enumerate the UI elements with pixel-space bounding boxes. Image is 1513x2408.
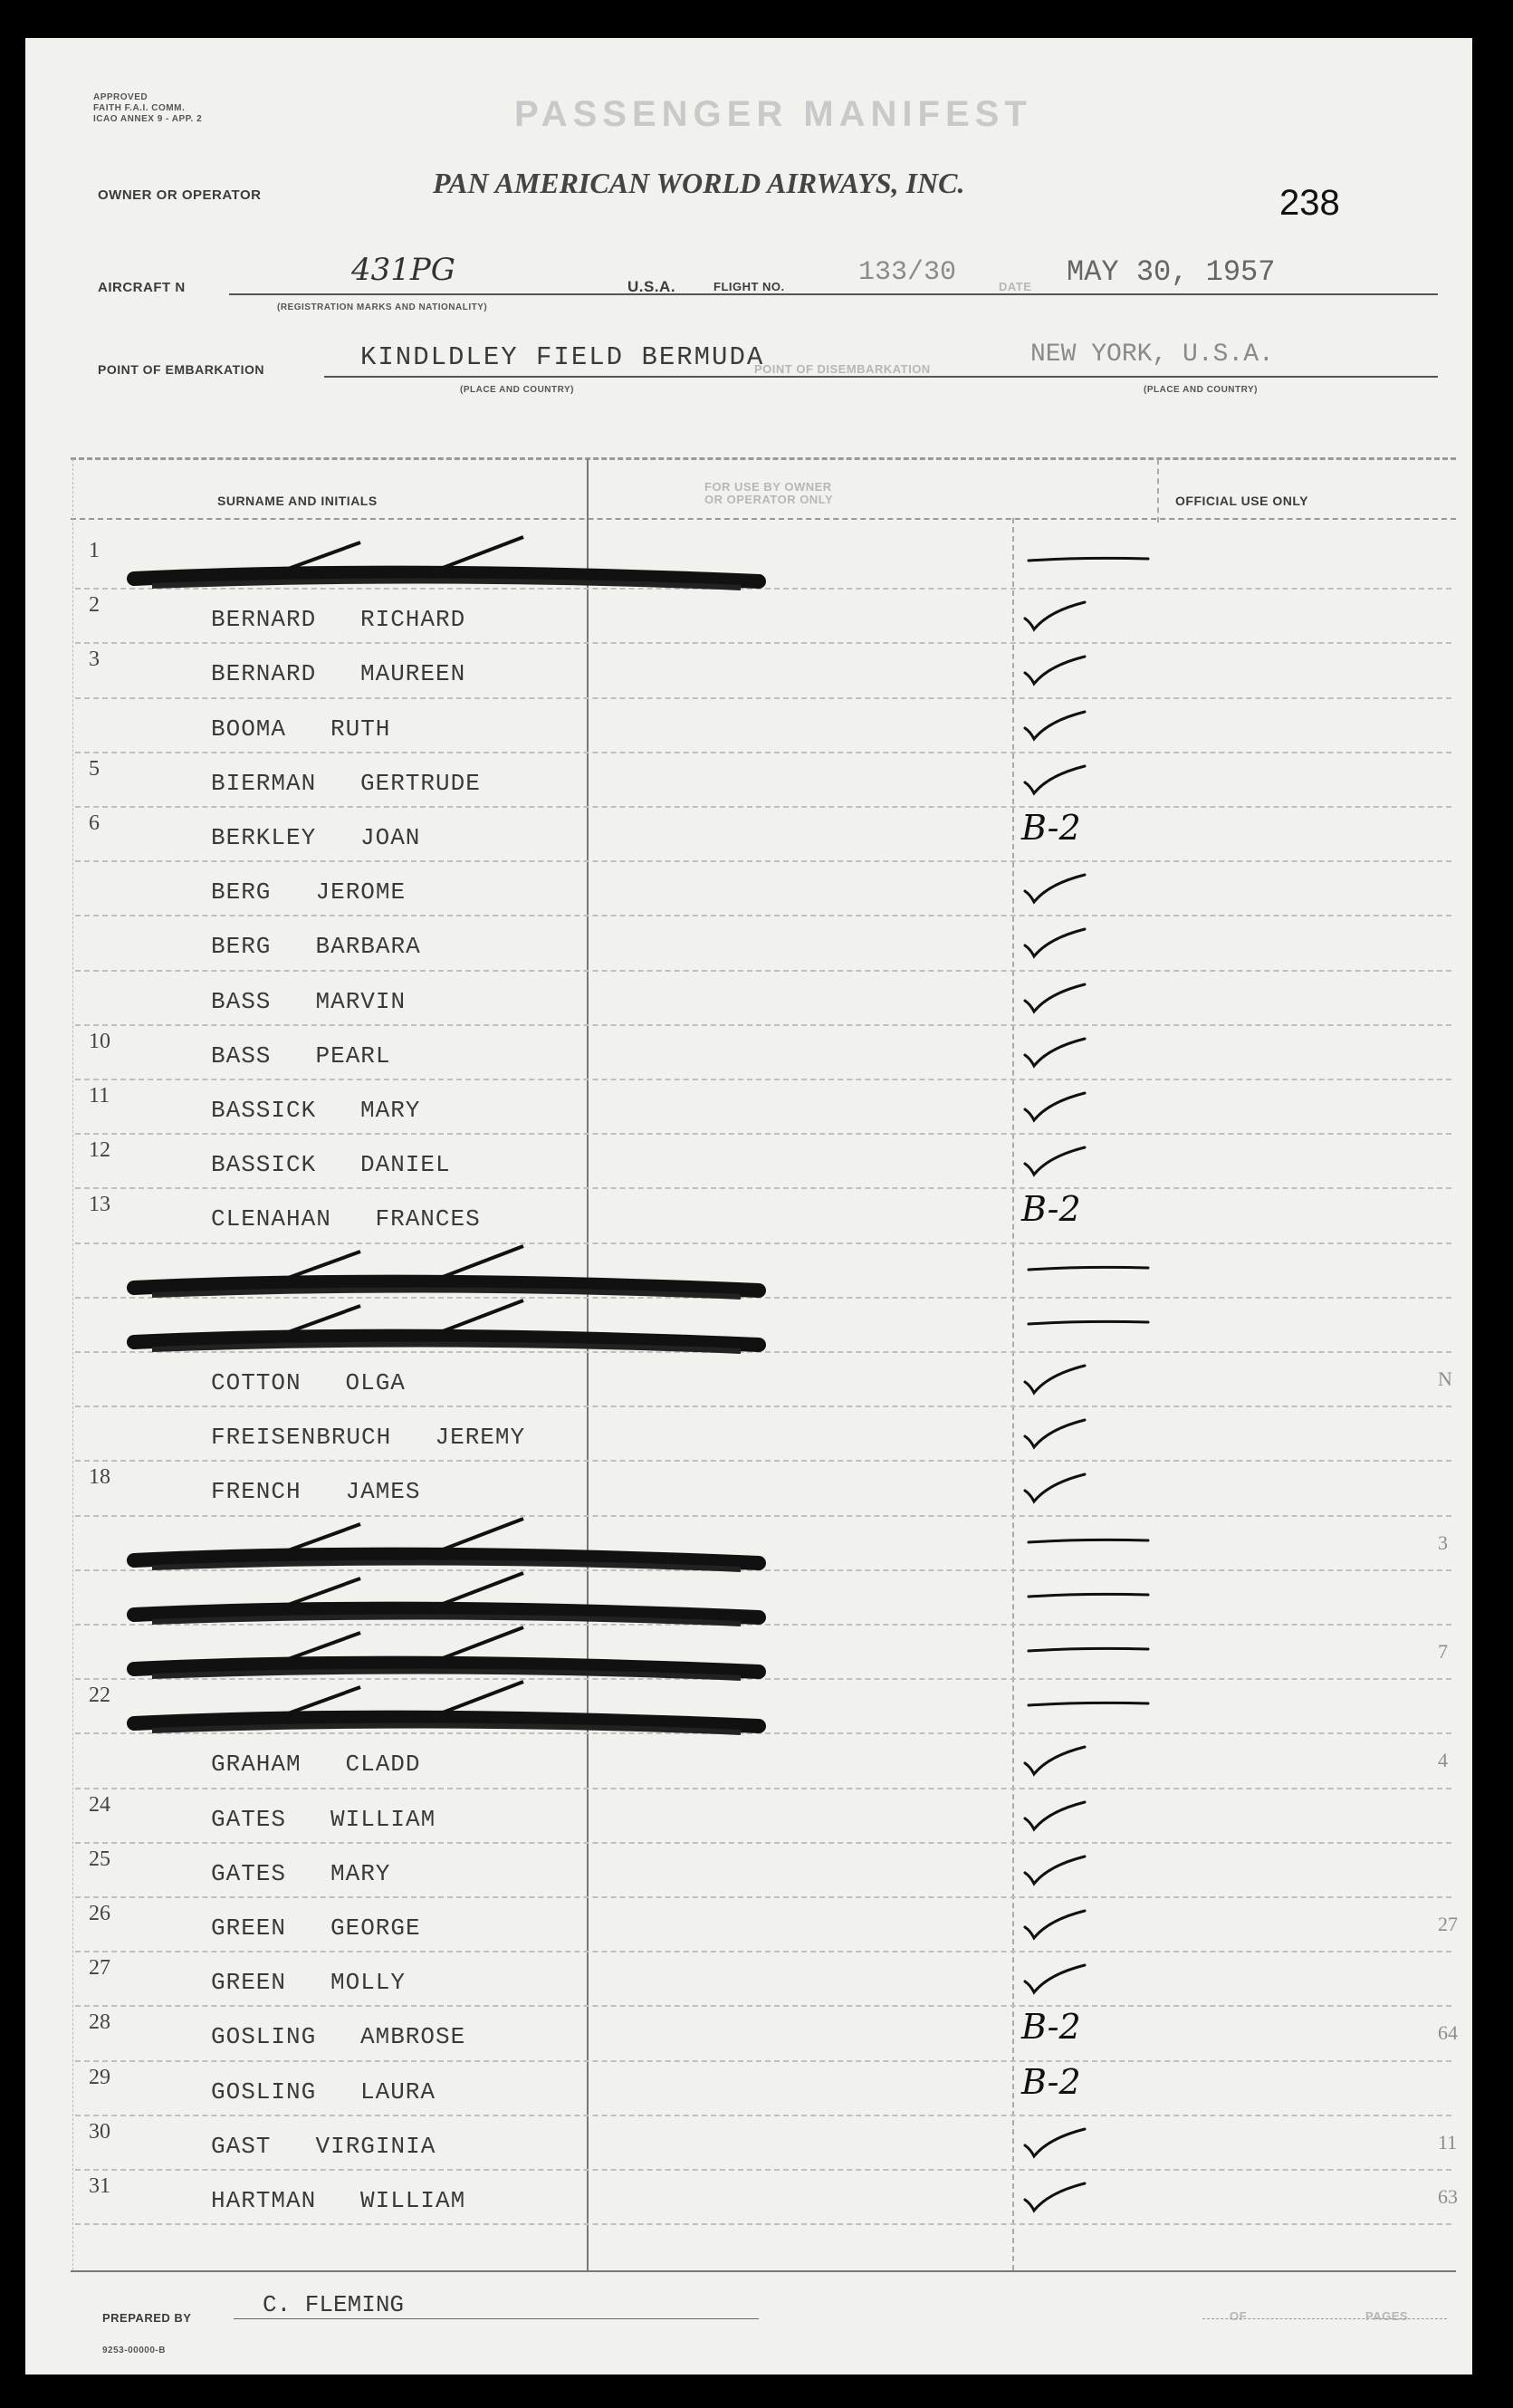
embark-value: KINDLDLEY FIELD BERMUDA xyxy=(360,342,765,372)
approval-line-1: APPROVED xyxy=(93,92,148,102)
status-annotation: B-2 xyxy=(1021,808,1081,848)
check-mark-icon xyxy=(1021,871,1148,907)
row-rule xyxy=(75,752,1451,753)
margin-fragment: 7 xyxy=(1438,1640,1448,1663)
col-header-official: OFFICIAL USE ONLY xyxy=(1175,494,1308,508)
col-header-owner-2: OR OPERATOR ONLY xyxy=(704,493,834,506)
of-label: OF xyxy=(1230,2309,1248,2323)
passenger-given-name: RICHARD xyxy=(360,606,466,634)
passenger-given-name: MARY xyxy=(360,1097,421,1124)
row-rule xyxy=(75,2060,1451,2062)
margin-fragment: N xyxy=(1438,1367,1452,1390)
prepared-underline xyxy=(234,2318,759,2319)
row-number: 27 xyxy=(89,1956,110,1981)
flight-value: 133/30 xyxy=(858,257,957,288)
row-rule xyxy=(75,806,1451,808)
passenger-given-name: JEROME xyxy=(315,878,407,907)
check-mark-icon xyxy=(1021,1144,1148,1180)
passenger-surname: GOSLING xyxy=(211,2077,317,2106)
check-mark-icon xyxy=(1021,1743,1148,1780)
check-mark-icon xyxy=(1021,1362,1148,1398)
row-rule xyxy=(75,642,1451,644)
row-number: 29 xyxy=(89,2065,110,2089)
margin-fragment: 11 xyxy=(1438,2130,1458,2154)
date-label: DATE xyxy=(999,280,1032,293)
dash-mark-icon xyxy=(1021,1259,1148,1295)
row-number: 1 xyxy=(89,539,100,562)
dash-mark-icon xyxy=(1021,550,1148,586)
passenger-given-name: JAMES xyxy=(345,1478,421,1506)
check-mark-icon xyxy=(1021,2125,1148,2162)
passenger-surname: BERKLEY xyxy=(211,824,317,851)
passenger-surname: GRAHAM xyxy=(211,1751,302,1779)
dash-mark-icon xyxy=(1021,1531,1148,1568)
table-top-rule xyxy=(71,457,1456,460)
place-note-2: (PLACE AND COUNTRY) xyxy=(1144,385,1258,395)
row-rule xyxy=(75,2115,1451,2116)
passenger-given-name: RUTH xyxy=(330,715,391,743)
row-number: 13 xyxy=(89,1193,110,1217)
dash-mark-icon xyxy=(1021,1694,1148,1731)
passenger-surname: BIERMAN xyxy=(211,769,317,797)
row-number: 10 xyxy=(89,1029,110,1053)
registration-note: (REGISTRATION MARKS AND NATIONALITY) xyxy=(277,302,488,312)
owner-label: OWNER OR OPERATOR xyxy=(98,187,262,203)
passenger-surname: BERNARD xyxy=(211,660,317,688)
place-note-1: (PLACE AND COUNTRY) xyxy=(460,385,574,395)
divider-names xyxy=(587,459,589,2270)
embark-underline xyxy=(324,376,1438,378)
check-mark-icon xyxy=(1021,1471,1148,1507)
table-bottom-rule xyxy=(71,2270,1456,2272)
nationality: U.S.A. xyxy=(627,278,676,295)
pages-label: PAGES xyxy=(1365,2309,1409,2323)
check-mark-icon xyxy=(1021,2180,1148,2216)
aircraft-value: 431PG xyxy=(351,252,455,288)
dash-mark-icon xyxy=(1021,1313,1148,1349)
row-rule xyxy=(75,1079,1451,1080)
passenger-given-name: MAUREEN xyxy=(360,660,466,688)
form-title: PASSENGER MANIFEST xyxy=(514,94,1032,134)
passenger-given-name: JEREMY xyxy=(435,1424,526,1452)
aircraft-underline xyxy=(229,293,1438,295)
row-number: 6 xyxy=(89,811,100,835)
row-rule xyxy=(75,697,1451,699)
dash-mark-icon xyxy=(1021,1640,1148,1676)
margin-fragment: 64 xyxy=(1438,2021,1458,2045)
row-number: 18 xyxy=(89,1465,110,1490)
divider-official xyxy=(1157,459,1159,523)
passenger-surname: FRENCH xyxy=(211,1478,302,1506)
row-number: 12 xyxy=(89,1138,110,1163)
row-rule xyxy=(75,860,1451,862)
row-number: 28 xyxy=(89,2010,110,2035)
passenger-given-name: OLGA xyxy=(345,1369,406,1396)
row-rule xyxy=(75,1842,1451,1844)
passenger-given-name: VIRGINIA xyxy=(315,2132,436,2160)
approval-line-3: ICAO ANNEX 9 - APP. 2 xyxy=(93,114,203,124)
dash-mark-icon xyxy=(1021,1586,1148,1622)
header-bottom-rule xyxy=(71,518,1456,520)
disembark-label: POINT OF DISEMBARKATION xyxy=(754,362,931,376)
row-rule xyxy=(75,1460,1451,1462)
passenger-given-name: JOAN xyxy=(360,824,421,851)
col-header-owner-1: FOR USE BY OWNER xyxy=(704,480,832,494)
redaction-mark xyxy=(125,532,777,595)
row-number: 2 xyxy=(89,593,100,618)
margin-fragment: 27 xyxy=(1438,1913,1458,1935)
row-number: 26 xyxy=(89,1902,110,1925)
check-mark-icon xyxy=(1021,1089,1148,1126)
row-rule xyxy=(75,915,1451,916)
flight-label: FLIGHT NO. xyxy=(713,280,785,293)
prepared-label: PREPARED BY xyxy=(102,2311,192,2325)
manifest-page xyxy=(25,38,1472,2374)
row-number: 24 xyxy=(89,1792,110,1817)
passenger-surname: GATES xyxy=(211,1859,287,1887)
margin-fragment: 4 xyxy=(1438,1749,1448,1772)
check-mark-icon xyxy=(1021,708,1148,744)
row-rule xyxy=(75,1951,1451,1952)
passenger-surname: GREEN xyxy=(211,1914,287,1942)
row-number: 22 xyxy=(89,1684,110,1708)
row-rule xyxy=(75,1024,1451,1026)
passenger-surname: BASSICK xyxy=(211,1151,317,1179)
check-mark-icon xyxy=(1021,1962,1148,1998)
check-mark-icon xyxy=(1021,1035,1148,1071)
passenger-surname: CLENAHAN xyxy=(211,1205,331,1233)
row-number: 5 xyxy=(89,756,100,781)
date-value: MAY 30, 1957 xyxy=(1067,255,1276,289)
check-mark-icon xyxy=(1021,1907,1148,1943)
passenger-given-name: LAURA xyxy=(360,2077,436,2106)
passenger-given-name: CLADD xyxy=(345,1751,421,1779)
row-number: 30 xyxy=(89,2119,110,2144)
redaction-mark xyxy=(125,1295,777,1358)
passenger-surname: BASSICK xyxy=(211,1097,317,1124)
disembark-value: NEW YORK, U.S.A. xyxy=(1030,341,1274,369)
row-rule xyxy=(75,2005,1451,2007)
passenger-surname: GAST xyxy=(211,2132,272,2160)
passenger-given-name: GERTRUDE xyxy=(360,769,481,797)
passenger-given-name: MARY xyxy=(330,1859,391,1887)
margin-fragment: 3 xyxy=(1438,1530,1448,1554)
row-number: 11 xyxy=(89,1084,110,1108)
passenger-surname: BOOMA xyxy=(211,715,287,743)
row-rule xyxy=(75,1788,1451,1789)
passenger-surname: GREEN xyxy=(211,1969,287,1997)
status-annotation: B-2 xyxy=(1021,2007,1081,2048)
passenger-surname: BERG xyxy=(211,933,272,961)
passenger-surname: GOSLING xyxy=(211,2023,317,2051)
row-rule xyxy=(75,1187,1451,1189)
check-mark-icon xyxy=(1021,926,1148,962)
check-mark-icon xyxy=(1021,763,1148,799)
passenger-surname: BERG xyxy=(211,878,272,907)
row-rule xyxy=(75,1896,1451,1898)
row-rule xyxy=(75,970,1451,972)
status-annotation: B-2 xyxy=(1021,1189,1081,1230)
passenger-given-name: WILLIAM xyxy=(360,2187,466,2214)
check-mark-icon xyxy=(1021,981,1148,1017)
embark-label: POINT OF EMBARKATION xyxy=(98,362,264,377)
passenger-given-name: DANIEL xyxy=(360,1151,451,1179)
status-annotation: B-2 xyxy=(1021,2061,1081,2102)
row-rule xyxy=(75,1133,1451,1135)
passenger-given-name: AMBROSE xyxy=(360,2023,466,2051)
passenger-surname: GATES xyxy=(211,1805,287,1833)
passenger-given-name: BARBARA xyxy=(315,933,421,961)
table-left-edge xyxy=(72,459,73,2270)
check-mark-icon xyxy=(1021,599,1148,635)
passenger-surname: BASS xyxy=(211,1041,272,1070)
check-mark-icon xyxy=(1021,1416,1148,1453)
passenger-surname: FREISENBRUCH xyxy=(211,1424,392,1452)
passenger-given-name: MARVIN xyxy=(315,987,407,1015)
passenger-given-name: GEORGE xyxy=(330,1914,421,1942)
divider-owner xyxy=(1012,518,1014,2270)
row-number: 25 xyxy=(89,1847,110,1871)
passenger-surname: HARTMAN xyxy=(211,2187,317,2214)
row-rule xyxy=(75,2169,1451,2171)
redaction-mark xyxy=(125,1676,777,1740)
passenger-given-name: MOLLY xyxy=(330,1969,407,1997)
row-number: 3 xyxy=(89,648,100,672)
check-mark-icon xyxy=(1021,653,1148,689)
passenger-given-name: PEARL xyxy=(315,1041,391,1070)
passenger-given-name: FRANCES xyxy=(375,1205,481,1233)
owner-value: PAN AMERICAN WORLD AIRWAYS, INC. xyxy=(433,167,965,199)
passenger-given-name: WILLIAM xyxy=(330,1805,436,1833)
row-number: 31 xyxy=(89,2174,110,2198)
approval-line-2: FAITH F.A.I. COMM. xyxy=(93,103,186,113)
margin-fragment: 63 xyxy=(1438,2185,1458,2208)
passenger-surname: COTTON xyxy=(211,1369,302,1396)
aircraft-label: AIRCRAFT N xyxy=(98,280,186,295)
check-mark-icon xyxy=(1021,1853,1148,1889)
page-number: 238 xyxy=(1279,183,1340,223)
form-code: 9253-00000-B xyxy=(102,2346,166,2355)
row-rule xyxy=(75,2223,1451,2225)
passenger-surname: BASS xyxy=(211,987,272,1015)
prepared-value: C. FLEMING xyxy=(263,2291,405,2318)
check-mark-icon xyxy=(1021,1799,1148,1835)
row-rule xyxy=(75,1405,1451,1407)
passenger-surname: BERNARD xyxy=(211,606,317,634)
of-underline xyxy=(1202,2318,1447,2319)
col-header-names: SURNAME AND INITIALS xyxy=(217,494,378,508)
